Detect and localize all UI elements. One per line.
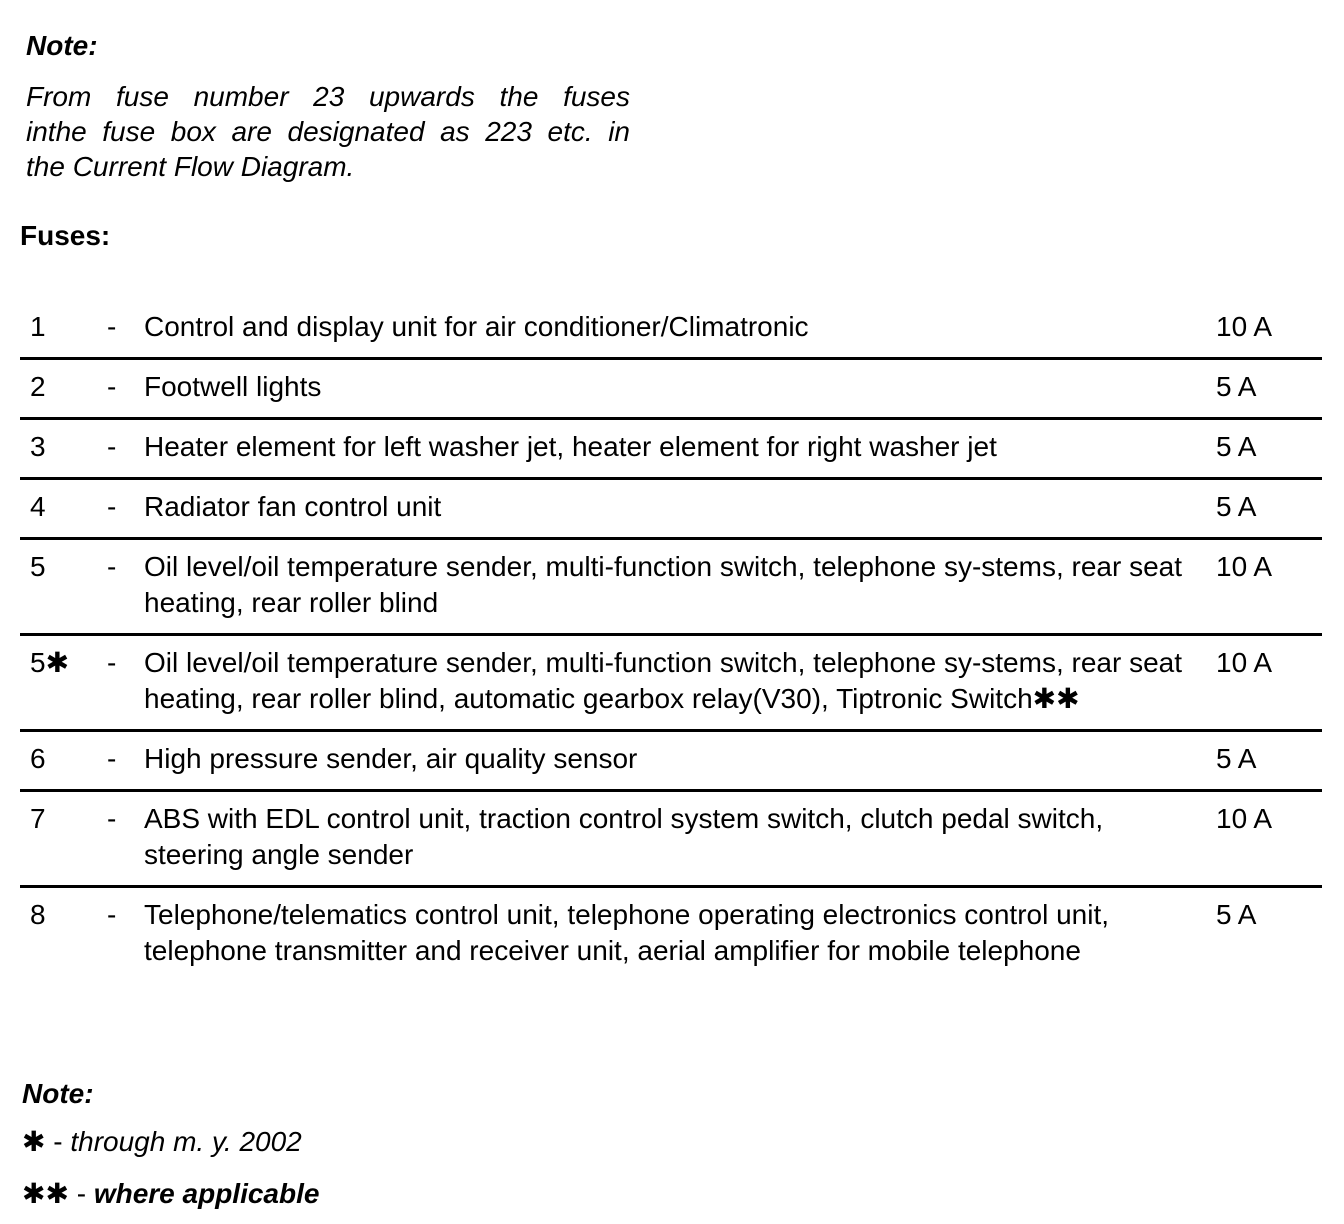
fuse-amperage: 10 A (1216, 311, 1273, 342)
fuse-amperage: 10 A (1216, 647, 1273, 678)
footnote-heading: Note: (22, 1078, 94, 1109)
fuse-row (20, 888, 1322, 981)
fuse-dash: - (107, 311, 117, 342)
note-text (26, 79, 630, 184)
fuse-amperage: 10 A (1216, 551, 1273, 582)
fuse-number: 6 (30, 743, 46, 774)
asterisk-icon: ✱✱ (1032, 683, 1080, 714)
fuse-row (20, 420, 1322, 480)
fuse-dash: - (107, 551, 117, 582)
double-asterisk-icon: ✱✱ (22, 1178, 69, 1209)
fuse-number: 5 (30, 551, 46, 582)
fuse-dash: - (107, 491, 117, 522)
fuse-description: Radiator fan control unit (144, 491, 442, 522)
fuse-row (20, 732, 1322, 792)
fuse-number: 5✱ (30, 647, 70, 678)
footnote-text: through m. y. 2002 (70, 1126, 302, 1157)
fuse-number: 7 (30, 803, 46, 834)
fuse-row (20, 300, 1322, 360)
fuse-dash: - (107, 743, 117, 774)
fuse-row (20, 360, 1322, 420)
footnote-single-asterisk (22, 1122, 302, 1162)
fuse-amperage: 5 A (1216, 491, 1257, 522)
footnote-separator: - (45, 1126, 71, 1157)
fuse-number: 2 (30, 371, 46, 402)
note-heading: Note: (26, 30, 98, 61)
footnote-double-asterisk (22, 1174, 319, 1214)
fuse-amperage: 5 A (1216, 743, 1257, 774)
fuse-row (20, 636, 1322, 732)
fuse-dash: - (107, 431, 117, 462)
fuse-description: High pressure sender, air quality sensor (144, 743, 638, 774)
fuse-description: Footwell lights (144, 371, 322, 402)
asterisk-icon: ✱ (22, 1126, 46, 1157)
fuse-amperage: 5 A (1216, 371, 1257, 402)
fuse-amperage: 5 A (1216, 431, 1257, 462)
fuse-number: 1 (30, 311, 46, 342)
fuse-dash: - (107, 371, 117, 402)
fuse-description: ABS with EDL control unit, traction control system switch, clutch pedal switch, steering angle sender (144, 803, 1104, 870)
fuse-amperage: 5 A (1216, 899, 1257, 930)
note-line: From fuse number 23 upwards the fuses (26, 81, 630, 112)
footnote-text: where applicable (93, 1178, 320, 1209)
fuse-row (20, 792, 1322, 888)
fuse-row (20, 480, 1322, 540)
fuse-number: 8 (30, 899, 46, 930)
note-line: the Current Flow Diagram. (26, 151, 355, 182)
fuse-description: Telephone/telematics control unit, telephone operating electronics control unit, telephone transmitter and receiver unit, aerial amplifier for mobile telephone (144, 899, 1110, 966)
fuse-description: Control and display unit for air conditioner/Climatronic (144, 311, 809, 342)
fuses-heading: Fuses: (20, 220, 111, 251)
fuse-table (20, 300, 1322, 981)
fuse-number: 4 (30, 491, 46, 522)
fuse-description: Heater element for left washer jet, heater element for right washer jet (144, 431, 997, 462)
fuse-dash: - (107, 803, 117, 834)
fuse-dash: - (107, 647, 117, 678)
fuse-amperage: 10 A (1216, 803, 1273, 834)
note-line: inthe fuse box are designated as 223 etc. in (26, 116, 630, 147)
fuse-description: Oil level/oil temperature sender, multi-function switch, telephone sy-stems, rear seat heating, rear roller blind, automatic gearbox relay(V30), Tiptronic Switch✱✱ (144, 647, 1183, 714)
fuse-row (20, 540, 1322, 636)
fuse-number: 3 (30, 431, 46, 462)
fuse-description: Oil level/oil temperature sender, multi-function switch, telephone sy-stems, rear seat heating, rear roller blind (144, 551, 1183, 618)
footnote-separator: - (68, 1178, 94, 1209)
fuse-dash: - (107, 899, 117, 930)
asterisk-icon: ✱ (45, 647, 70, 678)
